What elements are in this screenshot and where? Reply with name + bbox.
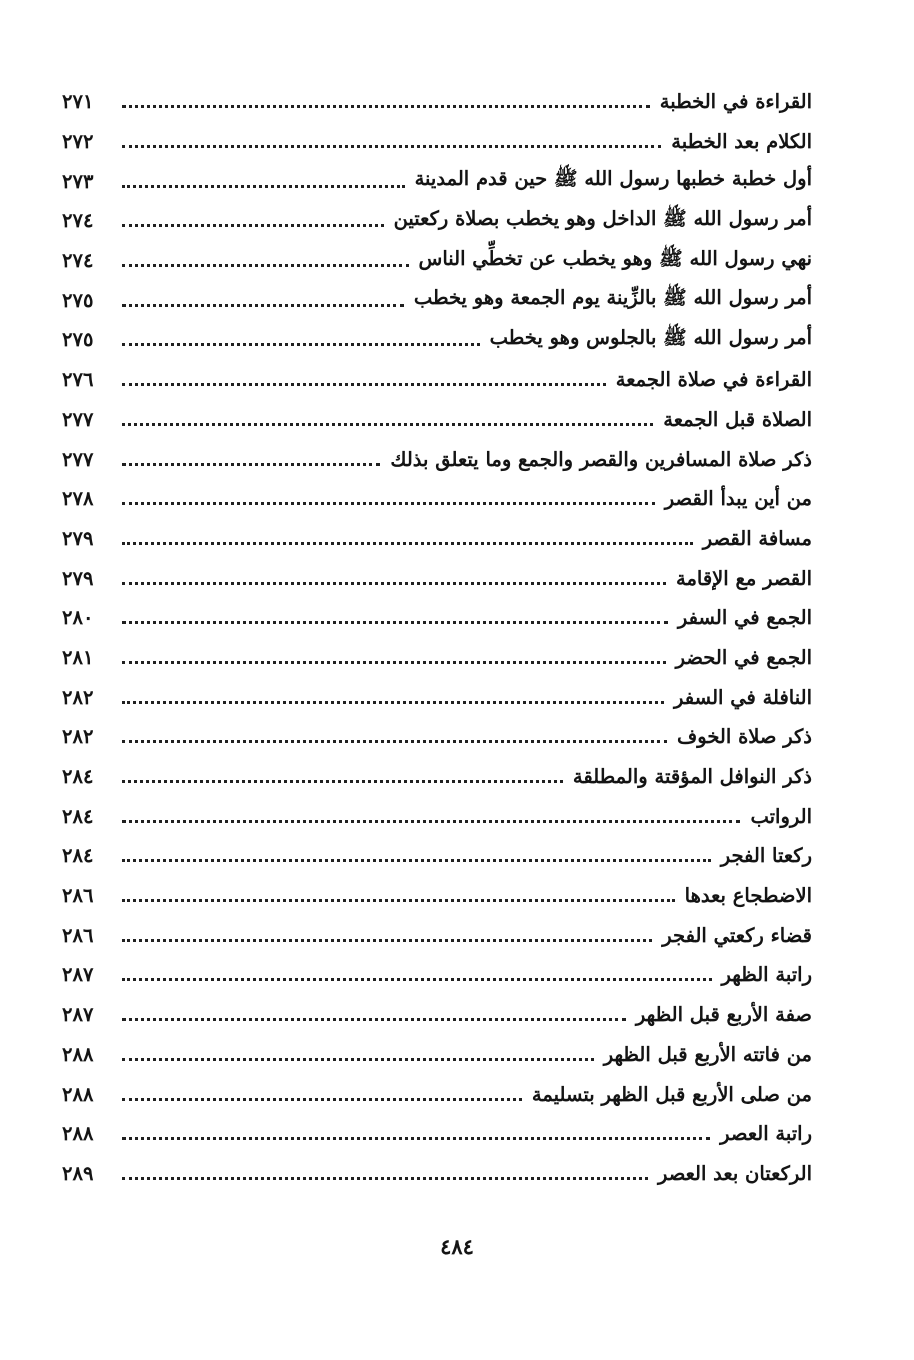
toc-entry-title: راتبة العصر xyxy=(720,1122,812,1146)
toc-entry-page-number: ٢٧١ xyxy=(62,90,94,114)
toc-entry-title: أول خطبة خطبها رسول الله ﷺ حين قدم المدينة xyxy=(414,167,812,191)
toc-entry-title: أمر رسول الله ﷺ الداخل وهو يخطب بصلاة ركعتين xyxy=(393,206,812,230)
toc-entry-title: القصر مع الإقامة xyxy=(676,566,812,590)
dot-leader xyxy=(122,820,740,823)
toc-entry-page-number: ٢٧٧ xyxy=(62,407,94,431)
toc-entry xyxy=(62,915,812,955)
toc-entry xyxy=(62,677,812,717)
toc-entry xyxy=(62,161,812,201)
toc-entry-page-number: ٢٨٤ xyxy=(62,844,94,868)
toc-entry-page-number: ٢٧٥ xyxy=(62,328,94,352)
toc-entry xyxy=(62,1114,812,1154)
toc-entry-title: أمر رسول الله ﷺ بالزِّينة يوم الجمعة وهو يخطب xyxy=(413,286,812,310)
toc-entry xyxy=(62,995,812,1035)
toc-entry-title: الاضطجاع بعدها xyxy=(684,884,812,908)
toc-entry xyxy=(62,638,812,678)
dot-leader xyxy=(122,780,563,783)
toc-entry-page-number: ٢٨٧ xyxy=(62,1003,94,1027)
toc-entry-title: مسافة القصر xyxy=(702,526,812,550)
toc-entry xyxy=(62,1154,812,1194)
toc-entry-title: الكلام بعد الخطبة xyxy=(671,130,812,154)
dot-leader xyxy=(122,463,380,466)
toc-entry-page-number: ٢٧٤ xyxy=(62,249,94,273)
toc-entry xyxy=(62,280,812,320)
dot-leader xyxy=(122,582,666,585)
toc-entry-title: ذكر صلاة الخوف xyxy=(677,725,812,749)
toc-entry-page-number: ٢٧٢ xyxy=(62,130,94,154)
toc-entry-page-number: ٢٧٩ xyxy=(62,526,94,550)
toc-entry-page-number: ٢٧٥ xyxy=(62,288,94,312)
toc-entry-page-number: ٢٨٨ xyxy=(62,1122,94,1146)
dot-leader xyxy=(122,978,712,981)
toc-entry-title: ذكر صلاة المسافرين والقصر والجمع وما يتعلق بذلك xyxy=(390,447,812,471)
dot-leader xyxy=(122,621,668,624)
toc-entry xyxy=(62,955,812,995)
toc-entry-page-number: ٢٨٤ xyxy=(62,804,94,828)
toc-entry-page-number: ٢٨٢ xyxy=(62,685,94,709)
toc-entry-title: الرواتب xyxy=(750,804,812,828)
toc-entry-page-number: ٢٧٣ xyxy=(62,169,94,193)
toc-entry-title: الركعتان بعد العصر xyxy=(657,1161,812,1185)
toc-entry-page-number: ٢٨٦ xyxy=(62,923,94,947)
dot-leader xyxy=(122,899,675,902)
dot-leader xyxy=(122,185,405,188)
dot-leader xyxy=(122,661,666,664)
toc-entry xyxy=(62,558,812,598)
toc-entry-title: الجمع في الحضر xyxy=(675,645,812,669)
toc-entry-page-number: ٢٧٤ xyxy=(62,209,94,233)
toc-entry-title: أمر رسول الله ﷺ بالجلوس وهو يخطب xyxy=(489,325,812,349)
toc-entry-page-number: ٢٨٧ xyxy=(62,963,94,987)
dot-leader xyxy=(122,939,652,942)
dot-leader xyxy=(122,145,661,148)
toc-entry xyxy=(62,122,812,162)
toc-entry xyxy=(62,400,812,440)
dot-leader xyxy=(122,542,693,545)
toc-entry-page-number: ٢٨٠ xyxy=(62,606,94,630)
dot-leader xyxy=(122,343,480,346)
toc-entry-title: الجمع في السفر xyxy=(677,606,812,630)
toc-entry-title: القراءة في الخطبة xyxy=(659,90,812,114)
toc-entry-title: الصلاة قبل الجمعة xyxy=(663,407,812,431)
toc-entry-page-number: ٢٧٧ xyxy=(62,447,94,471)
toc-entry-page-number: ٢٧٨ xyxy=(62,487,94,511)
dot-leader xyxy=(122,1177,648,1180)
dot-leader xyxy=(122,304,404,307)
toc-entry-page-number: ٢٧٩ xyxy=(62,566,94,590)
dot-leader xyxy=(122,1058,594,1061)
toc-entry-page-number: ٢٨٨ xyxy=(62,1082,94,1106)
toc-entry xyxy=(62,241,812,281)
toc-entry-title: نهي رسول الله ﷺ وهو يخطب عن تخطِّي الناس xyxy=(418,246,812,270)
dot-leader xyxy=(122,383,606,386)
toc-entry-page-number: ٢٨٢ xyxy=(62,725,94,749)
dot-leader xyxy=(122,740,667,743)
toc-entry-page-number: ٢٨٩ xyxy=(62,1161,94,1185)
dot-leader xyxy=(122,423,653,426)
page-number: ٤٨٤ xyxy=(440,1234,474,1259)
dot-leader xyxy=(122,1018,626,1021)
dot-leader xyxy=(122,105,650,108)
toc-entry-title: من صلى الأربع قبل الظهر بتسليمة xyxy=(531,1082,812,1106)
toc-entry-title: من فاتته الأربع قبل الظهر xyxy=(603,1042,812,1066)
toc-entry xyxy=(62,876,812,916)
toc-entry xyxy=(62,836,812,876)
dot-leader xyxy=(122,264,409,267)
toc-entry-page-number: ٢٧٦ xyxy=(62,368,94,392)
toc-entry xyxy=(62,320,812,360)
toc-entry xyxy=(62,796,812,836)
toc-entry-title: راتبة الظهر xyxy=(721,963,812,987)
toc-entry-title: النافلة في السفر xyxy=(674,685,812,709)
toc-entry xyxy=(62,360,812,400)
toc-entry xyxy=(62,598,812,638)
toc-entry xyxy=(62,201,812,241)
toc-entry-page-number: ٢٨٦ xyxy=(62,884,94,908)
toc-entry-page-number: ٢٨٤ xyxy=(62,765,94,789)
toc-entry xyxy=(62,439,812,479)
dot-leader xyxy=(122,859,711,862)
toc-entry-page-number: ٢٨٨ xyxy=(62,1042,94,1066)
toc-entry-title: ركعتا الفجر xyxy=(720,844,812,868)
toc-entry xyxy=(62,479,812,519)
dot-leader xyxy=(122,502,655,505)
toc-entry xyxy=(62,1035,812,1075)
dot-leader xyxy=(122,1098,522,1101)
toc-entry xyxy=(62,717,812,757)
toc-entry xyxy=(62,519,812,559)
toc-entry-title: قضاء ركعتي الفجر xyxy=(662,923,812,947)
dot-leader xyxy=(122,224,384,227)
toc-entry-page-number: ٢٨١ xyxy=(62,645,94,669)
toc-entry-title: القراءة في صلاة الجمعة xyxy=(615,368,812,392)
table-of-contents xyxy=(62,82,812,1193)
toc-entry xyxy=(62,1074,812,1114)
toc-entry-title: صفة الأربع قبل الظهر xyxy=(635,1003,812,1027)
toc-entry-title: من أين يبدأ القصر xyxy=(664,487,812,511)
dot-leader xyxy=(122,701,664,704)
toc-entry-title: ذكر النوافل المؤقتة والمطلقة xyxy=(572,765,812,789)
toc-entry xyxy=(62,82,812,122)
toc-entry xyxy=(62,757,812,797)
dot-leader xyxy=(122,1137,710,1140)
